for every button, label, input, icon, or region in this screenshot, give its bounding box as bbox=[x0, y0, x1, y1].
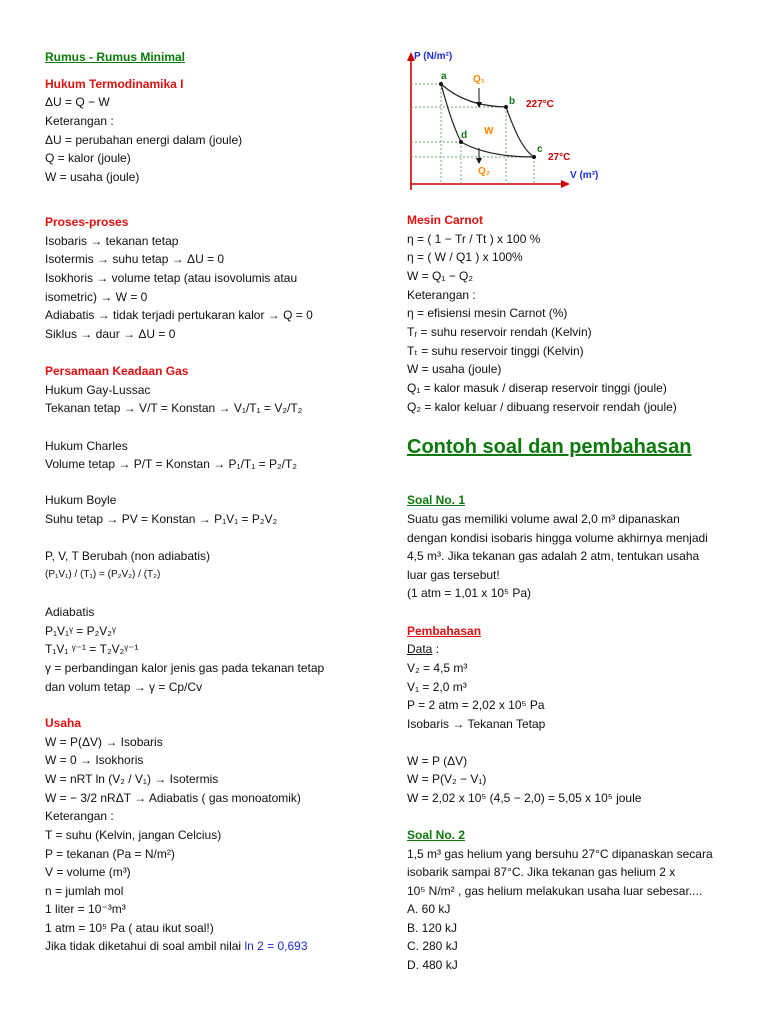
hukum1-line: ΔU = perubahan energi dalam (joule) bbox=[45, 133, 243, 147]
proses-line: Isotermis → suhu tetap → ΔU = 0 bbox=[45, 252, 225, 266]
gas-line: Suhu tetap → PV = Konstan → P₁V₁ = P₂V₂ bbox=[45, 512, 278, 526]
q2-arrowhead bbox=[476, 158, 482, 164]
usaha-line: 1 liter = 10⁻³m³ bbox=[45, 902, 126, 916]
hukum1-heading: Hukum Termodinamika I bbox=[45, 77, 184, 91]
gas-line: T₁V₁ ᵞ⁻¹ = T₂V₂ᵞ⁻¹ bbox=[45, 642, 139, 656]
soal1-line: luar gas tersebut! bbox=[407, 568, 500, 582]
soal1-line: 4,5 m³. Jika tekanan gas adalah 2 atm, tentukan usaha bbox=[407, 549, 700, 563]
x-axis-label: V (m³) bbox=[570, 170, 599, 181]
usaha-line: W = − 3/2 nRΔT → Adiabatis ( gas monoatomik) bbox=[45, 791, 301, 805]
carnot-line: Tᵣ = suhu reservoir rendah (Kelvin) bbox=[407, 325, 592, 339]
usaha-line: T = suhu (Kelvin, jangan Celcius) bbox=[45, 828, 222, 842]
data-line bbox=[407, 641, 439, 657]
x-axis-arrow bbox=[561, 180, 570, 188]
proses-line: Siklus → daur → ΔU = 0 bbox=[45, 327, 176, 341]
soal2-heading: Soal No. 2 bbox=[407, 828, 466, 842]
usaha-line: 1 atm = 10⁵ Pa ( atau ikut soal!) bbox=[45, 921, 214, 935]
carnot-line: W = Q₁ − Q₂ bbox=[407, 269, 474, 283]
proses-line: isometric) → W = 0 bbox=[45, 290, 148, 304]
pembahasan-line: W = 2,02 x 10⁵ (4,5 − 2,0) = 5,05 x 10⁵ joule bbox=[407, 791, 642, 805]
gas-line: γ = perbandingan kalor jenis gas pada tekanan tetap bbox=[45, 661, 325, 675]
carnot-line: W = usaha (joule) bbox=[407, 362, 502, 376]
pembahasan-line: W = P (ΔV) bbox=[407, 754, 468, 768]
usaha-line: W = nRT ln (V₂ / V₁) → Isotermis bbox=[45, 772, 219, 786]
section-title: Rumus - Rumus Minimal bbox=[45, 50, 186, 64]
guide-lines bbox=[411, 84, 534, 184]
soal2-option: B. 120 kJ bbox=[407, 921, 458, 935]
pembahasan-heading: Pembahasan bbox=[407, 624, 482, 638]
usaha-last-line bbox=[45, 938, 308, 954]
carnot-line: Keterangan : bbox=[407, 288, 476, 302]
carnot-heading: Mesin Carnot bbox=[407, 213, 484, 227]
hukum1-line: W = usaha (joule) bbox=[45, 170, 140, 184]
carnot-line: Q₁ = kalor masuk / diserap reservoir tinggi (joule) bbox=[407, 381, 667, 395]
t-low-label: 27°C bbox=[548, 152, 571, 163]
soal2-line: 1,5 m³ gas helium yang bersuhu 27°C dipanaskan secara bbox=[407, 847, 713, 861]
data-label: Data bbox=[407, 642, 433, 656]
usaha-line: V = volume (m³) bbox=[45, 865, 131, 879]
hukum1-line: ΔU = Q − W bbox=[45, 95, 110, 109]
w-label: W bbox=[484, 126, 494, 137]
usaha-line: Keterangan : bbox=[45, 809, 114, 823]
pembahasan-line: Isobaris → Tekanan Tetap bbox=[407, 717, 546, 731]
pembahasan-line: V₂ = 4,5 m³ bbox=[407, 661, 468, 675]
gas-line: (P₁V₁) / (T₁) = (P₂V₂) / (T₂) bbox=[45, 569, 161, 580]
pembahasan-line: W = P(V₂ − V₁) bbox=[407, 772, 487, 786]
gas-line: dan volum tetap → γ = Cp/Cv bbox=[45, 680, 203, 694]
pembahasan-line: P = 2 atm = 2,02 x 10⁵ Pa bbox=[407, 698, 545, 712]
carnot-line: Q₂ = kalor keluar / dibuang reservoir rendah (joule) bbox=[407, 400, 677, 414]
soal1-line: Suatu gas memiliki volume awal 2,0 m³ dipanaskan bbox=[407, 512, 680, 526]
soal2-option: A. 60 kJ bbox=[407, 902, 451, 916]
q2-label: Q₂ bbox=[478, 166, 491, 177]
proses-line: Adiabatis → tidak terjadi pertukaran kalor → Q = 0 bbox=[45, 308, 313, 322]
soal1-heading: Soal No. 1 bbox=[407, 493, 466, 507]
carnot-line: η = ( W / Q1 ) x 100% bbox=[407, 250, 523, 264]
pv-diagram bbox=[404, 44, 614, 194]
gas-line: Hukum Gay-Lussac bbox=[45, 383, 151, 397]
hukum1-line: Keterangan : bbox=[45, 114, 114, 128]
usaha-line: W = 0 → Isokhoris bbox=[45, 753, 144, 767]
gas-line: Hukum Boyle bbox=[45, 493, 117, 507]
soal1-line: (1 atm = 1,01 x 10⁵ Pa) bbox=[407, 586, 532, 600]
gas-line: Hukum Charles bbox=[45, 439, 128, 453]
ln2-value: ln 2 = 0,693 bbox=[244, 939, 308, 953]
contoh-title: Contoh soal dan pembahasan bbox=[407, 436, 692, 458]
usaha-line: P = tekanan (Pa = N/m²) bbox=[45, 847, 175, 861]
proses-heading: Proses-proses bbox=[45, 215, 129, 229]
gas-line: P₁V₁ᵞ = P₂V₂ᵞ bbox=[45, 624, 116, 638]
soal2-option: C. 280 kJ bbox=[407, 939, 458, 953]
soal1-line: dengan kondisi isobaris hingga volume akhirnya menjadi bbox=[407, 531, 708, 545]
point-a-label: a bbox=[441, 71, 447, 82]
usaha-line: n = jumlah mol bbox=[45, 884, 124, 898]
gas-heading: Persamaan Keadaan Gas bbox=[45, 364, 189, 378]
point-c-label: c bbox=[537, 144, 543, 155]
proses-line: Isobaris → tekanan tetap bbox=[45, 234, 179, 248]
point-d-label: d bbox=[461, 130, 468, 141]
soal2-option: D. 480 kJ bbox=[407, 958, 458, 972]
t-high-label: 227°C bbox=[526, 99, 554, 110]
proses-line: Isokhoris → volume tetap (atau isovolumis atau bbox=[45, 271, 298, 285]
carnot-line: η = efisiensi mesin Carnot (%) bbox=[407, 306, 568, 320]
soal2-line: 10⁵ N/m² , gas helium melakukan usaha luar sebesar.... bbox=[407, 884, 703, 898]
gas-line: Adiabatis bbox=[45, 605, 95, 619]
hukum1-line: Q = kalor (joule) bbox=[45, 151, 131, 165]
data-suffix: : bbox=[432, 642, 440, 656]
gas-line: Volume tetap → P/T = Konstan → P₁/T₁ = P₂/T₂ bbox=[45, 457, 297, 471]
carnot-line: η = ( 1 − Tr / Tt ) x 100 % bbox=[407, 232, 541, 246]
usaha-line: W = P(ΔV) → Isobaris bbox=[45, 735, 163, 749]
soal2-line: isobarik sampai 87°C. Jika tekanan gas helium 2 x bbox=[407, 865, 676, 879]
y-axis-label: P (N/m²) bbox=[414, 51, 453, 62]
gas-line: Tekanan tetap → V/T = Konstan → V₁/T₁ = V₂/T₂ bbox=[45, 401, 303, 415]
point-b-label: b bbox=[509, 96, 516, 107]
gas-line: P, V, T Berubah (non adiabatis) bbox=[45, 549, 211, 563]
usaha-last-prefix: Jika tidak diketahui di soal ambil nilai bbox=[45, 939, 245, 953]
usaha-heading: Usaha bbox=[45, 716, 82, 730]
carnot-cycle bbox=[441, 84, 534, 157]
carnot-line: Tₜ = suhu reservoir tinggi (Kelvin) bbox=[407, 344, 584, 358]
pembahasan-line: V₁ = 2,0 m³ bbox=[407, 680, 467, 694]
q1-label: Q₁ bbox=[473, 74, 485, 85]
